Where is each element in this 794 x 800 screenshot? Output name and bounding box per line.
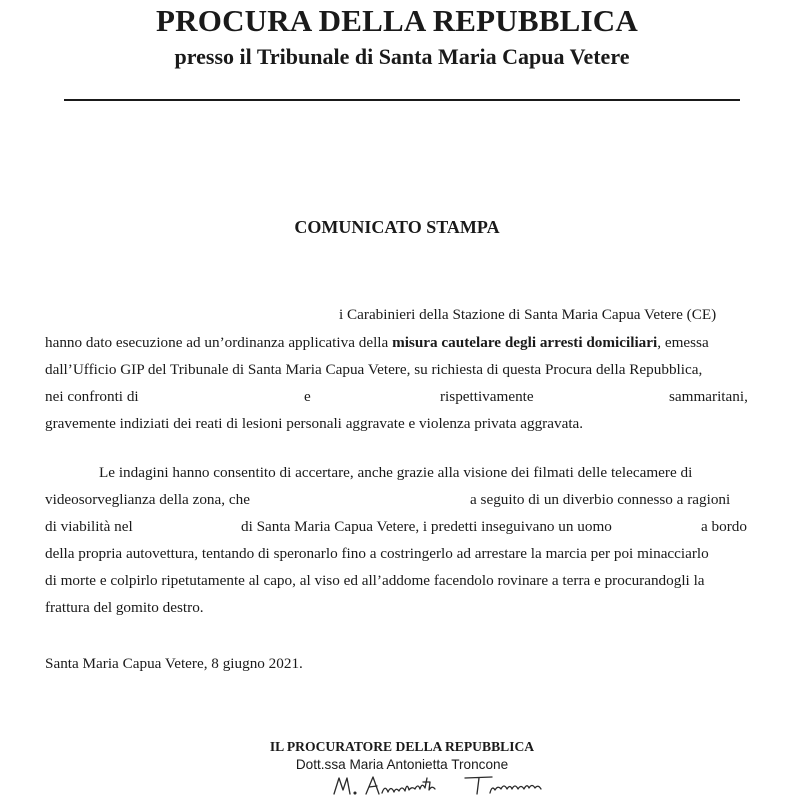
paragraph1-line4d: sammaritani,: [669, 388, 748, 405]
paragraph1-line3: dall’Ufficio GIP del Tribunale di Santa Maria Capua Vetere, su richiesta di questa Procura della Repubblica,: [45, 361, 703, 378]
signatory-name: Dott.ssa Maria Antonietta Troncone: [295, 757, 509, 772]
signatory-title: IL PROCURATORE DELLA REPUBBLICA: [269, 739, 535, 754]
paragraph2-line5: di morte e colpirlo ripetutamente al capo, al viso ed all’addome facendolo rovinare a terra e procurandogli la: [45, 572, 705, 589]
paragraph2-line3c: a bordo: [701, 518, 747, 535]
paragraph2-line3a: di viabilità nel: [45, 518, 133, 535]
handwritten-signature: [330, 768, 600, 800]
paragraph1-line2: [45, 333, 709, 353]
office-subtitle: presso il Tribunale di Santa Maria Capua Vetere: [174, 44, 630, 69]
header-divider: [64, 99, 740, 101]
paragraph1-line4a: nei confronti di: [45, 388, 139, 405]
paragraph1-line2-emphasis: misura cautelare degli arresti domiciliari: [392, 334, 658, 351]
paragraph2-line1: Le indagini hanno consentito di accertare, anche grazie alla visione dei filmati delle telecamere di: [99, 464, 693, 481]
paragraph1-line4c: rispettivamente: [440, 388, 534, 405]
paragraph1-line4b: e: [304, 388, 311, 405]
paragraph2-line2a: videosorveglianza della zona, che: [45, 491, 250, 508]
paragraph2-line3b: di Santa Maria Capua Vetere, i predetti inseguivano un uomo: [241, 518, 612, 535]
paragraph1-line5: gravemente indiziati dei reati di lesioni personali aggravate e violenza privata aggravata.: [45, 415, 584, 432]
paragraph1-line2-text: hanno dato esecuzione ad un’ordinanza applicativa della: [45, 334, 389, 351]
paragraph2-line6: frattura del gomito destro.: [45, 599, 204, 616]
office-title: PROCURA DELLA REPUBBLICA: [156, 3, 638, 38]
paragraph1-line2-tail: , emessa: [657, 334, 709, 351]
date-line: Santa Maria Capua Vetere, 8 giugno 2021.: [45, 655, 303, 672]
paragraph2-line2b: a seguito di un diverbio connesso a ragioni: [470, 491, 731, 508]
paragraph2-line4: della propria autovettura, tentando di speronarlo fino a costringerlo ad arrestare la marcia per poi minacciarlo: [45, 545, 709, 562]
document-heading: COMUNICATO STAMPA: [294, 217, 500, 237]
paragraph1-line1: i Carabinieri della Stazione di Santa Maria Capua Vetere (CE): [339, 306, 717, 323]
